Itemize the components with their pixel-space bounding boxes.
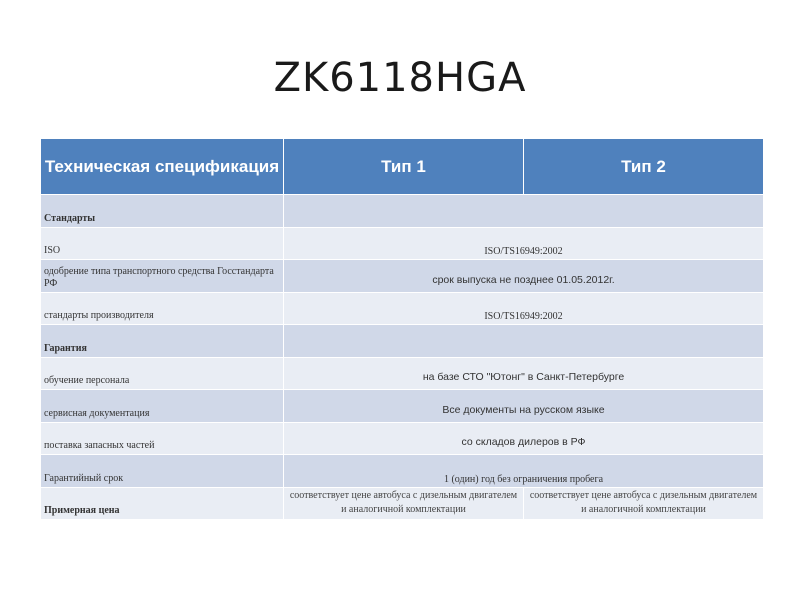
row-value	[284, 325, 764, 358]
table-row	[41, 325, 764, 358]
table-row	[41, 422, 764, 455]
header-type1: Тип 1	[284, 139, 524, 195]
row-label-warranty-period: Гарантийный срок	[41, 455, 284, 488]
row-label-type-approval: одобрение типа транспортного средства Госстандарта РФ	[41, 260, 284, 293]
spec-table	[40, 138, 764, 520]
row-value-training: на базе СТО "Ютонг" в Санкт-Петербурге	[284, 357, 764, 390]
row-value-warranty-period: 1 (один) год без ограничения пробега	[284, 455, 764, 488]
table-row	[41, 487, 764, 520]
row-value-service-docs: Все документы на русском языке	[284, 390, 764, 423]
row-value-iso: ISO/TS16949:2002	[284, 227, 764, 260]
header-type2: Тип 2	[524, 139, 764, 195]
row-value-type-approval: срок выпуска не позднее 01.05.2012г.	[284, 260, 764, 293]
table-row	[41, 260, 764, 293]
row-label-standards: Стандарты	[41, 195, 284, 228]
table-row	[41, 390, 764, 423]
table-row	[41, 292, 764, 325]
table-row	[41, 455, 764, 488]
table-row	[41, 357, 764, 390]
row-label-training: обучение персонала	[41, 357, 284, 390]
table-row	[41, 227, 764, 260]
row-label-iso: ISO	[41, 227, 284, 260]
row-label-spare-parts: поставка запасных частей	[41, 422, 284, 455]
price-type2: соответствует цене автобуса с дизельным двигателем и аналогичной комплектации	[524, 487, 764, 520]
header-spec: Техническая спецификация	[41, 139, 284, 195]
table-header-row	[41, 139, 764, 195]
row-label-warranty: Гарантия	[41, 325, 284, 358]
table-row	[41, 195, 764, 228]
page-title: ZK6118HGA	[273, 55, 527, 101]
price-type1: соответствует цене автобуса с дизельным двигателем и аналогичной комплектации	[284, 487, 524, 520]
row-value	[284, 195, 764, 228]
row-value-manufacturer-standards: ISO/TS16949:2002	[284, 292, 764, 325]
row-value-spare-parts: со складов дилеров в РФ	[284, 422, 764, 455]
row-label-service-docs: сервисная документация	[41, 390, 284, 423]
row-label-manufacturer-standards: стандарты производителя	[41, 292, 284, 325]
row-label-price: Примерная цена	[41, 487, 284, 520]
